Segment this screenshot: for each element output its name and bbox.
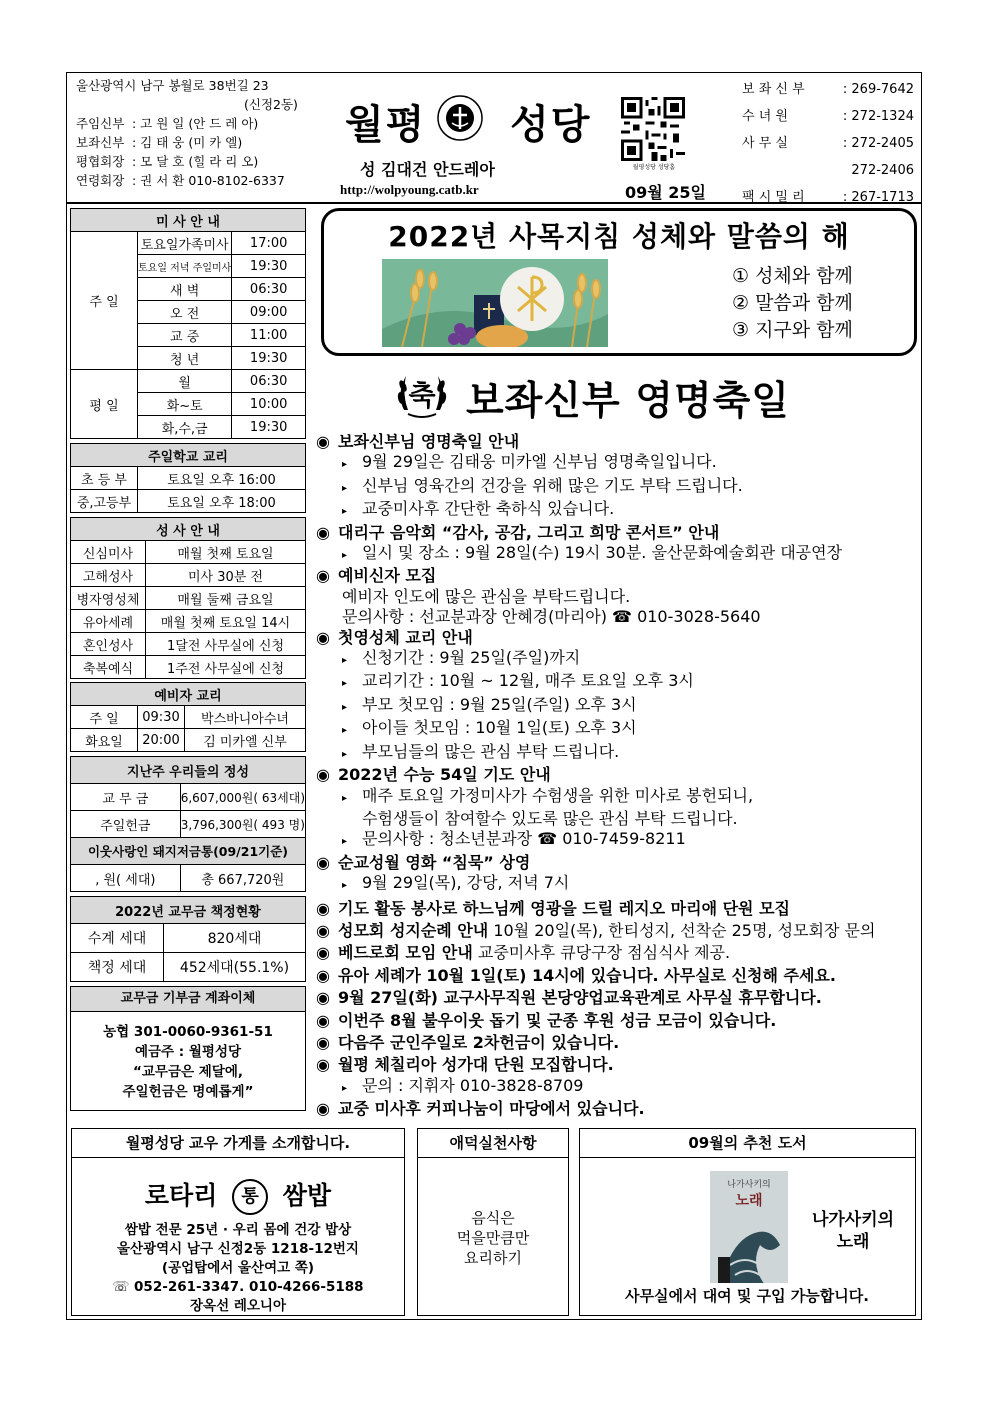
transfer-quote: 주일헌금은 명예롭게” (122, 1084, 254, 1100)
table-row (71, 467, 306, 490)
staff-name: : 모 달 호 (힐 라 리 오) (132, 154, 259, 169)
mass-row (71, 232, 306, 255)
row-value: 6,607,000원( 63세대) (180, 784, 305, 811)
charity-line: 먹을만큼만 (456, 1229, 530, 1247)
row-value: 1주전 사무실에 신청 (146, 656, 306, 679)
pastoral-banner (321, 208, 917, 356)
arrow-bullet-icon: ▸ (342, 506, 348, 518)
notice-heading (316, 943, 916, 963)
notice-title: 성모회 성지순례 안내 (338, 920, 489, 940)
offerings-table (70, 756, 306, 892)
sacraments-heading: 성 사 안 내 (71, 518, 306, 541)
arrow-bullet-icon: ▸ (342, 550, 348, 562)
book-cover-title: 나가사키의 (727, 1180, 771, 1190)
shop-line: 울산광역시 남구 신정2동 1218-12번지 (117, 1241, 359, 1257)
target-bullet-icon: ◉ (316, 920, 330, 940)
transfer-heading: 교무금 기부금 계좌이체 (71, 987, 305, 1012)
contact-row (742, 103, 914, 130)
sunday-school-heading: 주일학교 교리 (71, 444, 306, 467)
row-name: 교 무 금 (71, 784, 181, 811)
catechumen-table (70, 682, 306, 752)
row-name: 책정 세대 (71, 953, 164, 982)
row-name: 유아세례 (71, 610, 146, 633)
account-holder: 예금주 : 월평성당 (134, 1044, 242, 1060)
title-left: 월평 (345, 101, 427, 148)
arrow-bullet-icon: ▸ (342, 836, 348, 848)
notice-heading (316, 1055, 916, 1075)
mass-time: 06:30 (232, 278, 306, 301)
notice-heading (316, 432, 916, 452)
book-cover-title: 노래 (735, 1193, 763, 1209)
book-title: 노래 (836, 1232, 870, 1252)
notice-item (316, 873, 916, 896)
notice-text: 10월 20일(목), 한티성지, 선착순 25명, 성모회장 문의 (488, 920, 876, 940)
mass-name: 청 년 (138, 347, 232, 370)
shop-line: 쌈밥 전문 25년 · 우리 몸에 건강 밥상 (124, 1222, 352, 1238)
shop-name-right: 쌈밥 (282, 1181, 332, 1210)
notice-text: 매주 토요일 가정미사가 수험생을 위한 미사로 봉헌되니, (362, 785, 754, 805)
address-line: (신정2동) (244, 97, 298, 112)
notice-heading (316, 899, 916, 919)
staff-list (76, 114, 336, 190)
pastoral-item: ③ 지구와 함께 (732, 319, 853, 341)
table-row (71, 587, 306, 610)
piggy-left: , 원( 세대) (71, 865, 181, 892)
row-name: 혼인성사 (71, 633, 146, 656)
notice-text: 아이들 첫모임 : 10월 1일(토) 오후 3시 (362, 718, 637, 738)
arrow-bullet-icon: ▸ (342, 701, 348, 713)
row-value: 1달전 사무실에 신청 (146, 633, 306, 656)
notice-heading (316, 628, 916, 648)
book-box (579, 1128, 916, 1316)
table-row (71, 811, 306, 838)
staff-role: 주임신부 (76, 116, 125, 131)
notice-item (316, 786, 916, 809)
target-bullet-icon: ◉ (316, 1055, 330, 1075)
target-bullet-icon: ◉ (316, 965, 330, 985)
arrow-bullet-icon: ▸ (342, 792, 348, 804)
notice-text: 예비자 인도에 많은 관심을 부탁드립니다. (342, 586, 631, 606)
mass-heading: 미 사 안 내 (71, 209, 306, 232)
notice-title: 보좌신부님 영명축일 안내 (338, 432, 520, 451)
pastoral-title: 2022년 사목지침 성체와 말씀의 해 (388, 220, 850, 253)
book-cover (710, 1171, 788, 1283)
staff-row (76, 133, 336, 152)
notice-text: 9월 29일(목), 강당, 저녁 7시 (362, 873, 570, 893)
target-bullet-icon: ◉ (316, 765, 330, 785)
row-value: 토요일 오후 18:00 (138, 490, 306, 513)
mass-time: 19:30 (232, 255, 306, 278)
notice-text: 부모 첫모임 : 9월 25일(주일) 오후 3시 (362, 694, 637, 714)
contact-label: 사 무 실 (742, 136, 788, 151)
mass-name: 오 전 (138, 301, 232, 324)
table-row (71, 865, 306, 892)
notice-text: 문의사항 : 선교분과장 안혜경(마리아) ☎ 010-3028-5640 (342, 607, 761, 627)
contact-row (742, 130, 914, 157)
table-row (71, 490, 306, 513)
notice-list (316, 432, 916, 1120)
notice-title: 예비신자 모집 (338, 566, 437, 586)
row-name: 병자영성체 (71, 587, 146, 610)
notice-text: 신청기간 : 9월 25일(주일)까지 (362, 648, 581, 668)
notice-item (316, 476, 916, 499)
notice-text: 문의사항 : 청소년분과장 ☎ 010-7459-8211 (362, 829, 686, 849)
notice-heading (316, 853, 916, 873)
notice-heading (316, 966, 916, 986)
church-url[interactable]: http://wolpyoung.catb.kr (340, 182, 479, 197)
target-bullet-icon: ◉ (316, 566, 330, 586)
offerings-heading: 지난주 우리들의 정성 (71, 757, 306, 784)
shop-name-left: 로타리 (144, 1181, 218, 1210)
pastoral-item: ① 성체와 함께 (732, 265, 853, 287)
church-seal-logo (437, 95, 483, 141)
contact-row (742, 76, 914, 103)
row-name: 초 등 부 (71, 467, 138, 490)
row-value: 3,796,300원( 493 명) (180, 811, 305, 838)
target-bullet-icon: ◉ (316, 943, 330, 963)
arrow-bullet-icon: ▸ (342, 678, 348, 690)
arrow-bullet-icon: ▸ (342, 459, 348, 471)
left-column (70, 208, 306, 1111)
feast-title: 보좌신부 영명축일 (466, 379, 790, 424)
dues-heading: 2022년 교무금 책정현황 (71, 897, 306, 924)
row-name: 주일헌금 (71, 811, 181, 838)
dues-table (70, 896, 306, 982)
notice-heading (316, 1099, 916, 1119)
church-subtitle: 성 김대건 안드레아 (360, 160, 495, 179)
transfer-quote: “교무금은 제달에, (133, 1064, 243, 1080)
contact-value: : 267-1713 (842, 190, 914, 205)
staff-row (76, 152, 336, 171)
contact-value: : 272-2405 (842, 136, 914, 151)
mass-row (71, 370, 306, 393)
shop-owner: 장옥선 레오니아 (190, 1298, 286, 1314)
notice-title: 기도 활동 봉사로 하느님께 영광을 드릴 레지오 마리애 단원 모집 (338, 898, 790, 918)
row-value: 820세대 (164, 924, 306, 953)
contact-label: 보 좌 신 부 (742, 82, 805, 97)
row-name: 고해성사 (71, 564, 146, 587)
weekday-label: 평 일 (71, 370, 138, 439)
target-bullet-icon: ◉ (316, 1099, 330, 1119)
row-value: 매월 첫째 토요일 (146, 541, 306, 564)
table-row (71, 729, 306, 752)
shop-box (71, 1128, 405, 1316)
header-info (76, 76, 336, 190)
notice-title: 이번주 8월 불우이웃 돕기 및 군종 후원 성금 모금이 있습니다. (338, 1010, 777, 1030)
mass-name: 교 중 (138, 324, 232, 347)
staff-role: 보좌신부 (76, 135, 125, 150)
notice-item (316, 452, 916, 475)
row-day: 화요일 (71, 729, 138, 752)
contact-row (742, 157, 914, 184)
table-row (71, 633, 306, 656)
mass-name: 화~토 (138, 393, 232, 416)
notice-item: 수험생들이 참여할수 있도록 많은 관심 부탁 드립니다. (362, 808, 738, 828)
table-row (71, 610, 306, 633)
row-value: 매월 둘째 금요일 (146, 587, 306, 610)
row-who: 박스바니아수녀 (185, 706, 306, 729)
target-bullet-icon: ◉ (316, 898, 330, 918)
contact-value: : 272-1324 (842, 109, 914, 124)
notice-text: 교중미사후 큐당구장 점심식사 제공. (472, 943, 731, 963)
table-row (71, 924, 306, 953)
mass-time: 10:00 (232, 393, 306, 416)
transfer-box (70, 986, 306, 1111)
target-bullet-icon: ◉ (316, 627, 330, 647)
arrow-bullet-icon: ▸ (342, 1082, 348, 1094)
arrow-bullet-icon: ▸ (342, 482, 348, 494)
piggy-heading: 이웃사랑인 돼지저금통(09/21기준) (71, 838, 306, 865)
notice-text: 신부님 영육간의 건강을 위해 많은 기도 부탁 드립니다. (362, 475, 743, 495)
account-number: 농협 301-0060-9361-51 (103, 1024, 273, 1040)
row-name: 축복예식 (71, 656, 146, 679)
mass-time: 19:30 (232, 416, 306, 439)
notice-item (316, 1076, 916, 1099)
notice-item (316, 695, 916, 718)
row-value: 토요일 오후 16:00 (138, 467, 306, 490)
notice-title: 다음주 군인주일로 2차헌금이 있습니다. (338, 1032, 620, 1052)
book-title: 나가사키의 (811, 1210, 895, 1230)
notice-text: 교리기간 : 10월 ~ 12월, 매주 토요일 오후 3시 (362, 671, 694, 691)
eucharist-illustration (382, 259, 608, 347)
pastoral-item: ② 말씀과 함께 (732, 292, 853, 314)
charity-line: 음식은 (471, 1209, 515, 1227)
notice-item (316, 829, 916, 852)
qr-code-icon[interactable] (621, 97, 685, 161)
contact-label (742, 157, 820, 184)
charity-heading: 애덕실천사항 (418, 1129, 568, 1158)
notice-text: 교중미사후 간단한 축하식 있습니다. (362, 499, 615, 519)
shop-line: (공업탑에서 울산여고 쪽) (161, 1260, 315, 1276)
mass-name: 토요일가족미사 (138, 232, 232, 255)
catechumen-heading: 예비자 교리 (71, 683, 306, 706)
mass-time: 19:30 (232, 347, 306, 370)
sunday-school-table (70, 443, 306, 513)
target-bullet-icon: ◉ (316, 852, 330, 872)
mass-time: 11:00 (232, 324, 306, 347)
arrow-bullet-icon: ▸ (342, 748, 348, 760)
notice-text: 9월 29일은 김태웅 미카엘 신부님 영명축일입니다. (362, 452, 717, 472)
contact-label: 수 녀 원 (742, 109, 788, 124)
shop-phone: ☏ 052-261-3347. 010-4266-5188 (112, 1279, 364, 1295)
title-right: 성당 (510, 101, 592, 148)
book-heading: 09월의 추천 도서 (580, 1129, 915, 1158)
mass-name: 월 (138, 370, 232, 393)
table-row (71, 564, 306, 587)
contact-value: 272-2406 (851, 163, 914, 178)
table-row (71, 784, 306, 811)
arrow-bullet-icon: ▸ (342, 725, 348, 737)
table-row (71, 953, 306, 982)
sacrament-table (70, 517, 306, 679)
notice-title: 첫영성체 교리 안내 (338, 627, 473, 647)
target-bullet-icon: ◉ (316, 522, 330, 542)
mass-time: 17:00 (232, 232, 306, 255)
notice-text: 문의 : 지휘자 010-3828-8709 (362, 1075, 584, 1095)
pastoral-items (732, 263, 853, 344)
shop-name (72, 1176, 404, 1215)
mass-time: 06:30 (232, 370, 306, 393)
notice-title: 9월 27일(화) 교구사무직원 본당양업교육관계로 사무실 휴무합니다. (338, 988, 822, 1008)
staff-name: : 김 태 웅 (미 카 엘) (132, 135, 243, 150)
notice-item (316, 671, 916, 694)
notice-title: 대리구 음악회 “감사, 공감, 그리고 희망 콘서트” 안내 (338, 522, 720, 542)
bulletin-date: 09월 25일 (625, 183, 707, 202)
charity-box (417, 1128, 569, 1316)
target-bullet-icon: ◉ (316, 1010, 330, 1030)
notice-text: 일시 및 장소 : 9월 28일(수) 19시 30분. 울산문화예술회관 대공연장 (362, 543, 843, 563)
staff-row (76, 171, 336, 190)
arrow-bullet-icon: ▸ (342, 880, 348, 892)
notice-item (316, 648, 916, 671)
charity-line: 요리하기 (464, 1249, 522, 1267)
contact-row (742, 184, 914, 211)
arrow-bullet-icon: ▸ (342, 655, 348, 667)
mass-name: 토요일 저녁 주일미사 (138, 255, 232, 278)
row-name: 중,고등부 (71, 490, 138, 513)
notice-text: 부모님들의 많은 관심 부탁 드립니다. (362, 741, 620, 761)
table-row (71, 706, 306, 729)
shop-heading: 월평성당 교우 가게를 소개합니다. (72, 1129, 404, 1158)
mass-name: 새 벽 (138, 278, 232, 301)
notice-title: 2022년 수능 54일 기도 안내 (338, 765, 551, 785)
staff-row (76, 114, 336, 133)
piggy-total: 총 667,720원 (180, 865, 305, 892)
mass-table (70, 208, 306, 439)
target-bullet-icon: ◉ (316, 1032, 330, 1052)
row-name: 신심미사 (71, 541, 146, 564)
notice-title: 월평 체칠리아 성가대 단원 모집합니다. (338, 1055, 614, 1075)
table-row (71, 656, 306, 679)
target-bullet-icon: ◉ (316, 432, 330, 451)
laurel-icon (394, 366, 450, 422)
address-line: 울산광역시 남구 봉월로 38번길 23 (76, 78, 269, 93)
contact-value: : 269-7642 (842, 82, 914, 97)
staff-name: : 권 서 환 010-8102-6337 (132, 173, 285, 188)
notice-title: 순교성월 영화 “침묵” 상영 (338, 852, 531, 872)
notice-heading (316, 921, 916, 941)
notice-heading (316, 765, 916, 785)
notice-heading (316, 1033, 916, 1053)
mass-time: 09:00 (232, 301, 306, 324)
target-bullet-icon: ◉ (316, 988, 330, 1008)
notice-title: 유아 세례가 10월 1일(토) 14시에 있습니다. 사무실로 신청해 주세요. (338, 965, 836, 985)
sunday-label: 주 일 (71, 232, 138, 370)
notice-item (316, 718, 916, 741)
notice-heading (316, 523, 916, 543)
staff-role: 연령회장 (76, 173, 125, 188)
row-name: 수계 세대 (71, 924, 164, 953)
row-value: 452세대(55.1%) (164, 953, 306, 982)
notice-item (316, 543, 916, 566)
notice-heading (316, 566, 916, 586)
qr-caption: 월평성당 성당홈 (632, 164, 676, 171)
book-footer: 사무실에서 대여 및 구입 가능합니다. (625, 1287, 869, 1305)
notice-heading (316, 1011, 916, 1031)
notice-item (316, 742, 916, 765)
shop-name-badge: 통 (232, 1179, 268, 1215)
contact-list (742, 76, 914, 211)
notice-heading (316, 988, 916, 1008)
notice-title: 베드로회 모임 안내 (338, 943, 473, 963)
staff-name: : 고 원 일 (안 드 레 아) (132, 116, 259, 131)
table-row (71, 541, 306, 564)
row-day: 주 일 (71, 706, 138, 729)
contact-label: 팩 시 밀 리 (742, 190, 805, 205)
row-who: 김 미카엘 신부 (185, 729, 306, 752)
staff-role: 평협회장 (76, 154, 125, 169)
row-value: 매월 첫째 토요일 14시 (146, 610, 306, 633)
row-time: 20:00 (138, 729, 185, 752)
notice-title: 교중 미사후 커피나눔이 마당에서 있습니다. (338, 1099, 645, 1119)
mass-name: 화,수,금 (138, 416, 232, 439)
row-time: 09:30 (138, 706, 185, 729)
feast-badge: 축 (408, 379, 436, 412)
notice-item (316, 499, 916, 522)
row-value: 미사 30분 전 (146, 564, 306, 587)
